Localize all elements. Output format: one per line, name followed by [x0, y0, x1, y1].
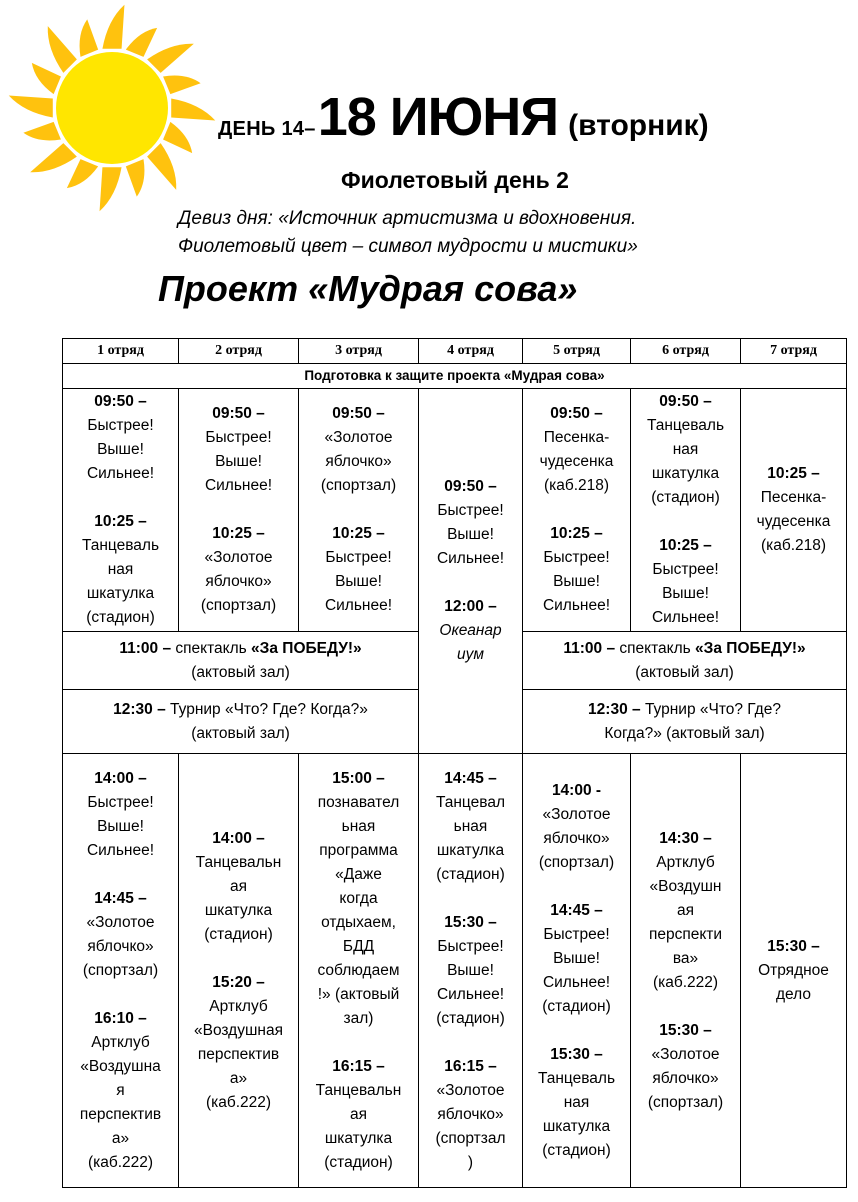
morning-cell-7: 10:25 – Песенка- чудесенка (каб.218) [741, 389, 847, 632]
morning-row [63, 389, 847, 632]
cell-time: 12:00 – [444, 598, 497, 615]
column-header: 1 отряд [63, 339, 179, 364]
afternoon-cell-5: 14:00 - «Золотое яблочко» (спортзал) 14:45 – Быстрее! Выше! Сильнее! (стадион) 15:30 – Танцеваль ная шкатулка (стадион) [523, 754, 631, 1188]
quiz-cell-right: 12:30 – Турнир «Что? Где? Когда?» (актовый зал) [523, 690, 847, 754]
cell-time: 09:50 – [444, 478, 497, 495]
sun-ray [30, 143, 77, 172]
sun-ray [9, 96, 53, 118]
sun-icon [0, 0, 220, 220]
date-title: 18 ИЮНЯ [317, 87, 559, 147]
morning-cell-4 [419, 389, 523, 754]
column-header: 4 отряд [419, 339, 523, 364]
afternoon-cell-4: 14:45 – Танцевал ьная шкатулка (стадион) 15:30 – Быстрее! Выше! Сильнее! (стадион) 16:15 – «Золотое яблочко» (спортзал ) [419, 754, 523, 1188]
afternoon-cell-7: 15:30 – Отрядное дело [741, 754, 847, 1188]
weekday: (вторник) [568, 109, 709, 142]
column-header: 7 отряд [741, 339, 847, 364]
sun-ray [100, 167, 122, 211]
project-title: Проект «Мудрая сова» [158, 268, 578, 309]
sun-ray [147, 143, 176, 190]
column-header: 6 отряд [631, 339, 741, 364]
motto-line-1: Девиз дня: «Источник артистизма и вдохновения. [178, 208, 637, 229]
show-cell-right: 11:00 – спектакль «За ПОБЕДУ!» (актовый зал) [523, 632, 847, 690]
column-header: 2 отряд [179, 339, 299, 364]
sun-ray [163, 122, 192, 153]
column-header: 3 отряд [299, 339, 419, 364]
prep-row [63, 364, 847, 389]
sun-ray [80, 19, 99, 57]
sun-ray [147, 44, 194, 73]
sun-ray [67, 159, 98, 188]
schedule-table [62, 338, 847, 1188]
sun-ray [23, 122, 61, 141]
morning-cell-1: 09:50 – Быстрее! Выше! Сильнее! 10:25 – Танцеваль ная шкатулка (стадион) [63, 389, 179, 632]
motto-line-2: Фиолетовый цвет – символ мудрости и мистики» [178, 236, 638, 257]
morning-cell-5: 09:50 – Песенка- чудесенка (каб.218) 10:25 – Быстрее! Выше! Сильнее! [523, 389, 631, 632]
sun-ray [163, 76, 201, 95]
prep-cell: Подготовка к защите проекта «Мудрая сова» [63, 364, 847, 389]
date-header [218, 86, 709, 156]
column-header: 5 отряд [523, 339, 631, 364]
sun-ray [171, 98, 215, 120]
afternoon-row [63, 754, 847, 1188]
show-cell-left: 11:00 – спектакль «За ПОБЕДУ!» (актовый зал) [63, 632, 419, 690]
day-label: ДЕНЬ 14– [218, 118, 316, 140]
cell-activity: Быстрее! Выше! Сильнее! [436, 502, 505, 567]
afternoon-cell-1: 14:00 – Быстрее! Выше! Сильнее! 14:45 – «Золотое яблочко» (спортзал) 16:10 – Артклуб «Воздушна я перспектив а» (каб.222) [63, 754, 179, 1188]
cell-activity: Океанар иум [439, 622, 502, 663]
sun-ray [126, 159, 145, 197]
sun-ray [126, 28, 157, 57]
morning-cell-3: 09:50 – «Золотое яблочко» (спортзал) 10:25 – Быстрее! Выше! Сильнее! [299, 389, 419, 632]
morning-cell-2: 09:50 – Быстрее! Выше! Сильнее! 10:25 – «Золотое яблочко» (спортзал) [179, 389, 299, 632]
afternoon-cell-6: 14:30 – Артклуб «Воздушн ая перспекти ва» (каб.222) 15:30 – «Золотое яблочко» (спортзал) [631, 754, 741, 1188]
sun-ray [32, 63, 61, 94]
day-subtitle: Фиолетовый день 2 [341, 167, 569, 193]
afternoon-cell-3: 15:00 – познавател ьная программа «Даже когда отдыхаем, БДД соблюдаем !» (актовый зал) 16:15 – Танцевальн ая шкатулка (стадион) [299, 754, 419, 1188]
afternoon-cell-2: 14:00 – Танцевальн ая шкатулка (стадион) 15:20 – Артклуб «Воздушная перспектив а» (каб.222) [179, 754, 299, 1188]
sun-ray [48, 26, 77, 73]
table-header-row [63, 339, 847, 364]
sun-ray [102, 5, 124, 49]
quiz-cell-left: 12:30 – Турнир «Что? Где? Когда?» (актовый зал) [63, 690, 419, 754]
morning-cell-6: 09:50 – Танцеваль ная шкатулка (стадион) 10:25 – Быстрее! Выше! Сильнее! [631, 389, 741, 632]
